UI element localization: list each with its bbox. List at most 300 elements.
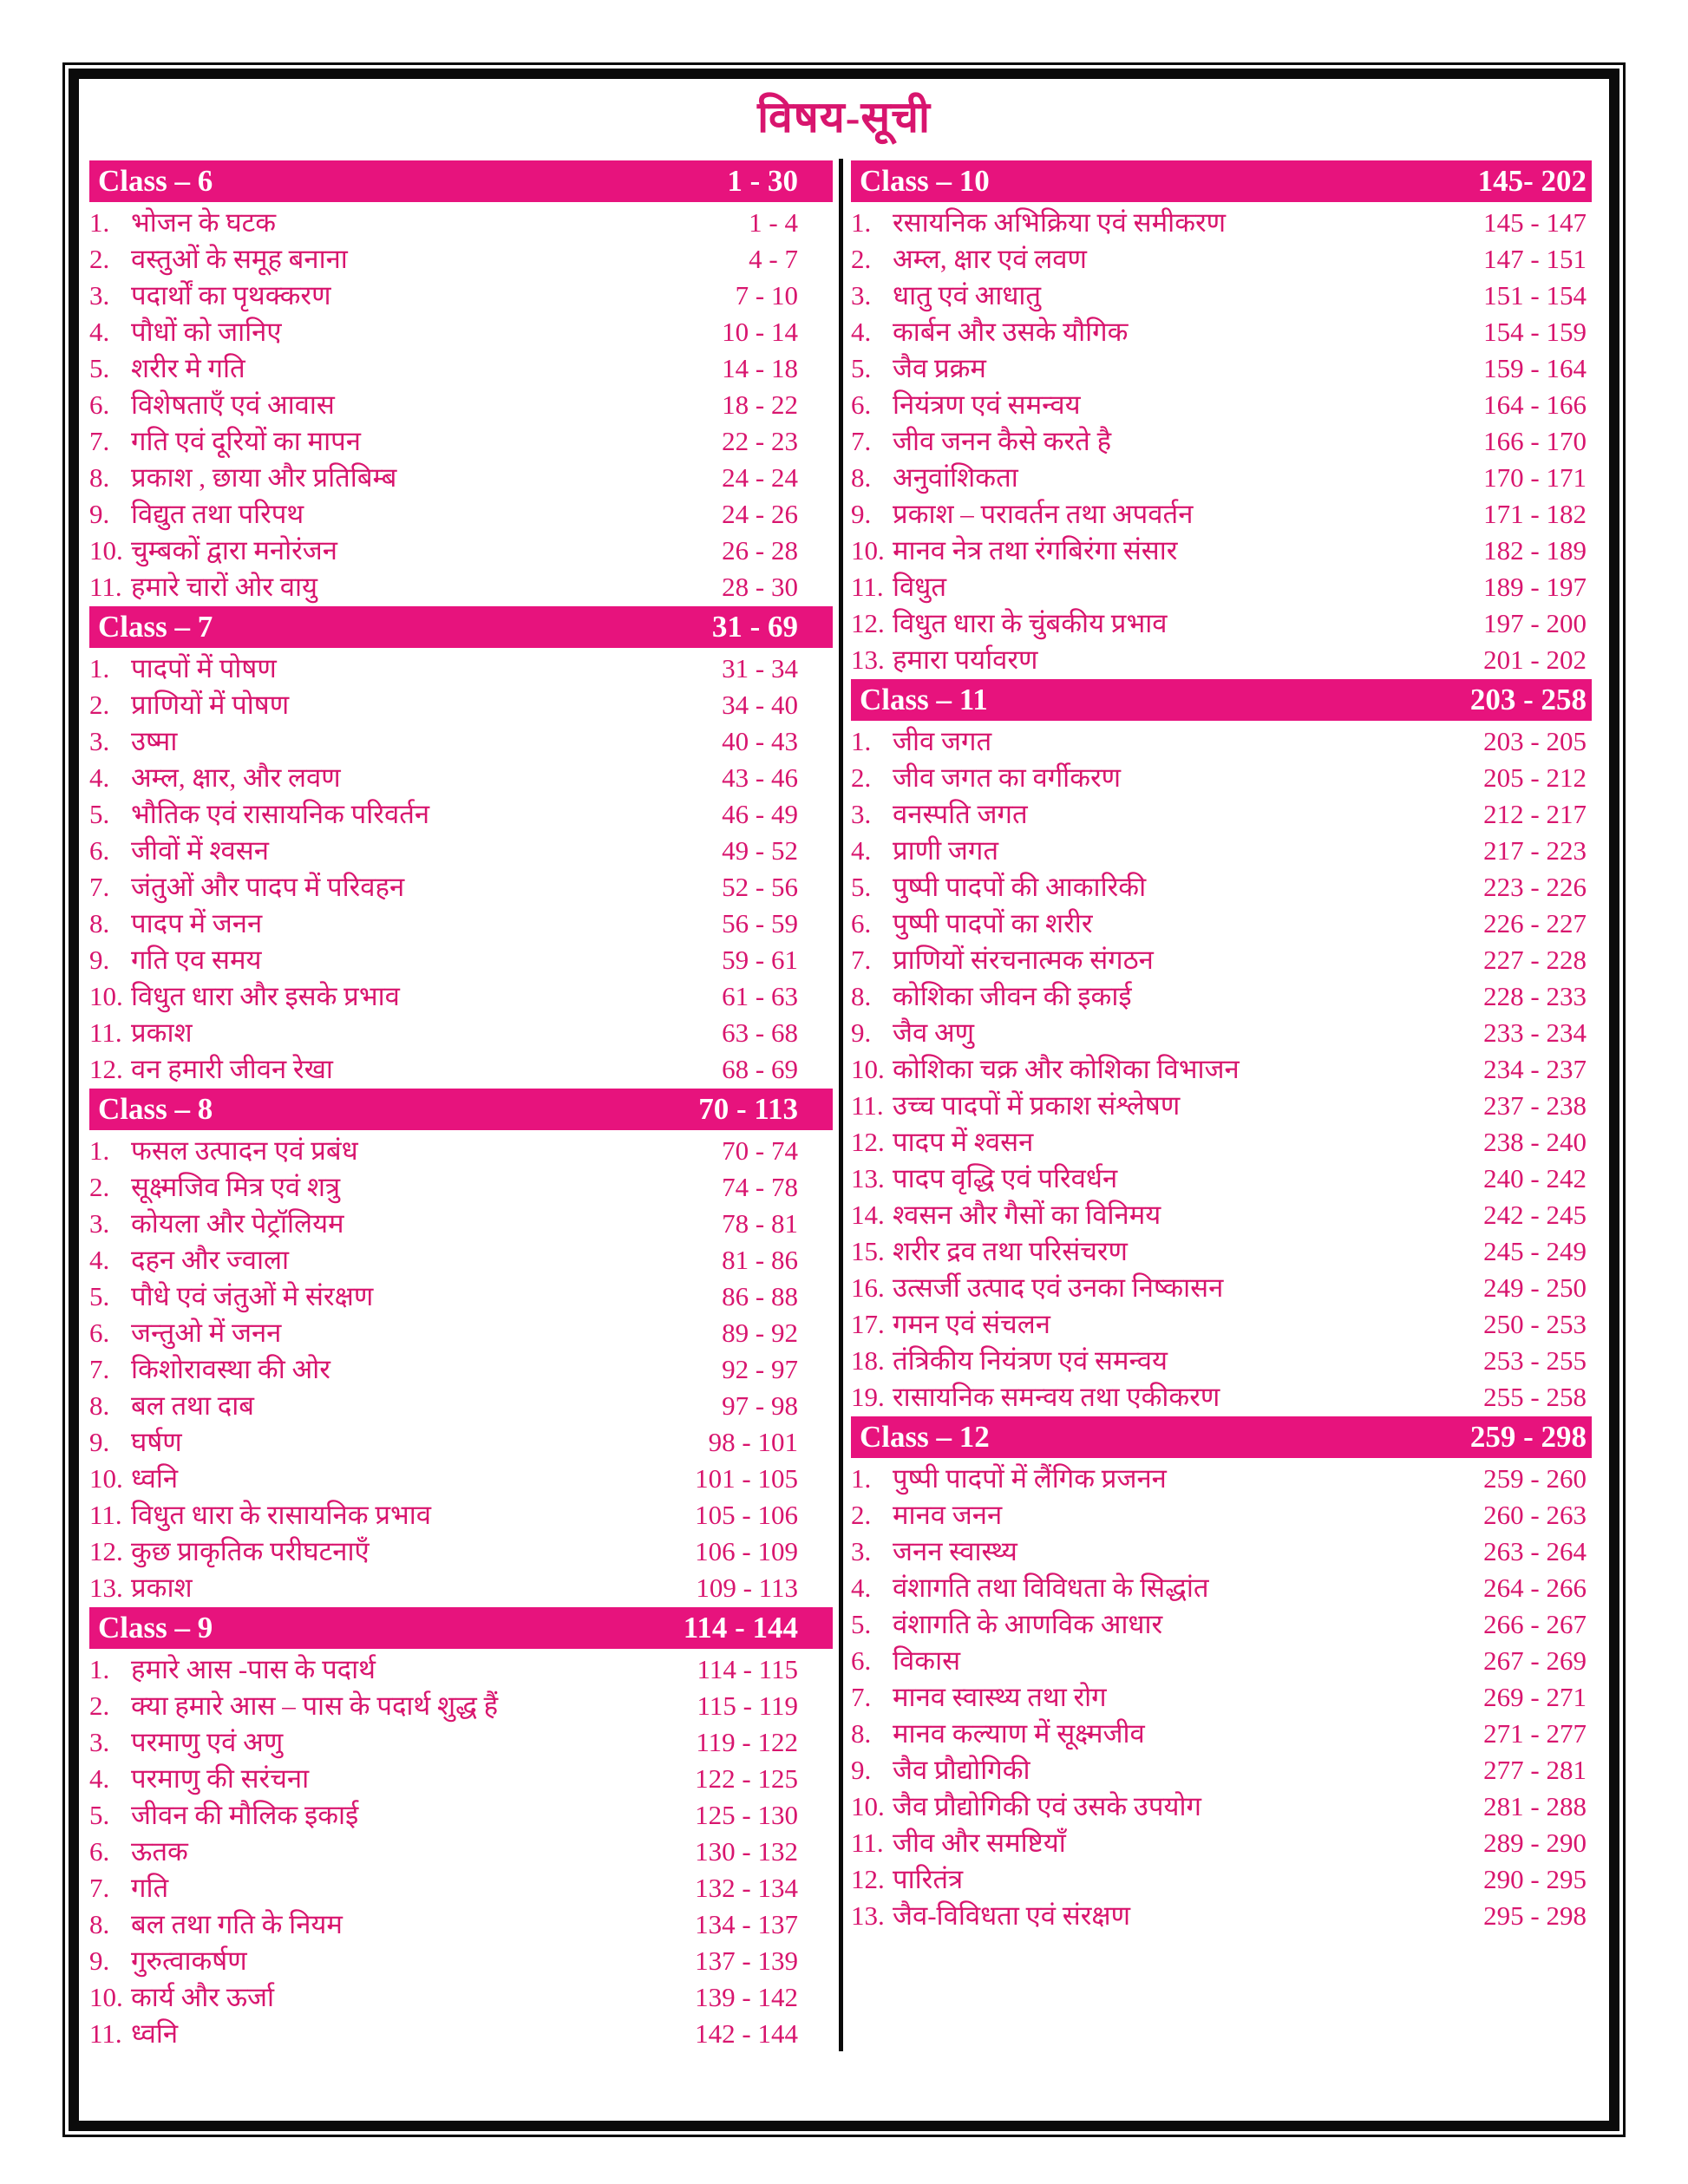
- chapter-pages: 264 - 266: [1483, 1573, 1587, 1603]
- chapter-title: गमन एवं संचलन: [893, 1309, 1050, 1339]
- chapter-pages: 237 - 238: [1483, 1090, 1587, 1121]
- right-column: [843, 159, 1609, 1933]
- toc-row: [851, 1014, 1592, 1050]
- chapter-pages: 61 - 63: [722, 981, 798, 1011]
- chapter-number: 6.: [89, 1318, 110, 1348]
- chapter-pages: 295 - 298: [1483, 1900, 1587, 1931]
- chapter-title: शरीर मे गति: [131, 353, 245, 383]
- chapter-number: 10.: [89, 981, 123, 1011]
- chapter-title: घर्षण: [131, 1427, 182, 1457]
- toc-row: [851, 495, 1592, 532]
- chapter-title: भोजन के घटक: [131, 207, 277, 238]
- class-page-range: 114 - 144: [683, 1611, 798, 1645]
- chapter-title: पादपों में पोषण: [131, 653, 277, 683]
- chapter-pages: 238 - 240: [1483, 1127, 1587, 1157]
- chapter-number: 3.: [89, 1727, 110, 1757]
- chapter-pages: 245 - 249: [1483, 1236, 1587, 1266]
- chapter-pages: 24 - 24: [722, 462, 798, 493]
- chapter-number: 10.: [89, 1982, 123, 2012]
- chapter-number: 6.: [851, 1645, 872, 1676]
- toc-row: [851, 568, 1592, 605]
- chapter-title: विद्युत तथा परिपथ: [131, 499, 304, 529]
- chapter-pages: 105 - 106: [695, 1500, 798, 1530]
- toc-row: [89, 204, 833, 240]
- class-page-range: 70 - 113: [698, 1092, 798, 1126]
- chapter-pages: 201 - 202: [1483, 644, 1587, 675]
- toc-row: [851, 1642, 1592, 1678]
- chapter-number: 10.: [89, 1463, 123, 1494]
- chapter-title: प्राणी जगत: [893, 835, 998, 866]
- chapter-number: 1.: [851, 207, 872, 238]
- chapter-number: 10.: [851, 1054, 885, 1084]
- chapter-pages: 263 - 264: [1483, 1536, 1587, 1566]
- chapter-title: उच्च पादपों में प्रकाश संश्लेषण: [893, 1090, 1181, 1121]
- chapter-title: उष्मा: [131, 726, 178, 756]
- chapter-title: पादप वृद्धि एवं परिवर्धन: [893, 1163, 1118, 1193]
- chapter-pages: 28 - 30: [722, 572, 798, 602]
- chapter-number: 6.: [89, 389, 110, 420]
- toc-row: [89, 1533, 833, 1569]
- chapter-title: जैव प्रौद्योगिकी: [893, 1755, 1030, 1785]
- chapter-number: 9.: [851, 499, 872, 529]
- chapter-number: 10.: [851, 1791, 885, 1821]
- chapter-title: जीवों में श्वसन: [131, 835, 269, 866]
- toc-row: [851, 1897, 1592, 1933]
- chapter-pages: 164 - 166: [1483, 389, 1587, 420]
- toc-row: [89, 795, 833, 832]
- chapter-pages: 233 - 234: [1483, 1017, 1587, 1048]
- chapter-number: 7.: [89, 426, 110, 456]
- chapter-number: 12.: [89, 1054, 123, 1084]
- toc-row: [89, 1132, 833, 1168]
- toc-row: [89, 532, 833, 568]
- chapter-title: मानव नेत्र तथा रंगबिरंगा संसार: [893, 535, 1178, 566]
- chapter-pages: 234 - 237: [1483, 1054, 1587, 1084]
- class-header-bar: [89, 1607, 833, 1649]
- toc-columns: [79, 159, 1609, 2051]
- chapter-pages: 182 - 189: [1483, 535, 1587, 566]
- chapter-pages: 31 - 34: [722, 653, 798, 683]
- toc-row: [89, 277, 833, 313]
- chapter-number: 12.: [851, 608, 885, 638]
- class-label: Class – 11: [860, 683, 988, 716]
- chapter-title: मानव स्वास्थ्य तथा रोग: [893, 1682, 1107, 1712]
- chapter-number: 1.: [851, 726, 872, 756]
- chapter-title: वन हमारी जीवन रेखा: [131, 1054, 333, 1084]
- chapter-pages: 255 - 258: [1483, 1382, 1587, 1412]
- chapter-title: पौधों को जानिए: [131, 317, 282, 347]
- chapter-number: 8.: [89, 908, 110, 938]
- chapter-title: गति एवं दूरियों का मापन: [131, 426, 361, 456]
- chapter-pages: 98 - 101: [708, 1427, 798, 1457]
- chapter-title: कार्बन और उसके यौगिक: [893, 317, 1129, 347]
- chapter-number: 1.: [89, 653, 110, 683]
- toc-row: [89, 759, 833, 795]
- toc-row: [89, 1205, 833, 1241]
- chapter-number: 5.: [851, 353, 872, 383]
- class-header-bar: [851, 1416, 1592, 1458]
- chapter-number: 14.: [851, 1200, 885, 1230]
- chapter-pages: 46 - 49: [722, 799, 798, 829]
- chapter-number: 8.: [851, 1718, 872, 1749]
- chapter-title: विकास: [893, 1645, 961, 1676]
- chapter-title: किशोरावस्था की ओर: [131, 1354, 330, 1384]
- toc-row: [89, 1760, 833, 1796]
- chapter-pages: 228 - 233: [1483, 981, 1587, 1011]
- chapter-pages: 130 - 132: [695, 1836, 798, 1867]
- chapter-pages: 132 - 134: [695, 1873, 798, 1903]
- chapter-number: 12.: [851, 1864, 885, 1894]
- chapter-number: 3.: [89, 726, 110, 756]
- toc-row: [89, 313, 833, 350]
- chapter-title: ऊतक: [131, 1836, 188, 1867]
- chapter-number: 4.: [89, 1245, 110, 1275]
- chapter-number: 9.: [851, 1017, 872, 1048]
- chapter-number: 15.: [851, 1236, 885, 1266]
- chapter-title: मानव जनन: [893, 1500, 1003, 1530]
- toc-row: [851, 905, 1592, 941]
- chapter-number: 10.: [89, 535, 123, 566]
- chapter-number: 4.: [89, 1763, 110, 1794]
- chapter-number: 7.: [89, 1354, 110, 1384]
- chapter-pages: 14 - 18: [722, 353, 798, 383]
- page-title: विषय-सूची: [757, 93, 931, 141]
- toc-row: [851, 1715, 1592, 1751]
- class-header-bar: [89, 160, 833, 202]
- toc-row: [851, 1305, 1592, 1342]
- chapter-pages: 70 - 74: [722, 1135, 798, 1166]
- chapter-title: पादप में श्वसन: [893, 1127, 1034, 1157]
- chapter-title: पादप में जनन: [131, 908, 263, 938]
- chapter-pages: 142 - 144: [695, 2018, 798, 2049]
- chapter-number: 7.: [89, 872, 110, 902]
- chapter-title: विधुत धारा और इसके प्रभाव: [131, 981, 400, 1011]
- toc-row: [89, 1978, 833, 2015]
- toc-row: [89, 1651, 833, 1687]
- chapter-title: जीव जनन कैसे करते है: [893, 426, 1112, 456]
- chapter-title: वंशागति तथा विविधता के सिद्धांत: [893, 1573, 1209, 1603]
- chapter-title: कुछ प्राकृतिक परीघटनाएँ: [131, 1536, 370, 1566]
- class-page-range: 259 - 298: [1469, 1420, 1587, 1454]
- toc-row: [89, 905, 833, 941]
- chapter-pages: 26 - 28: [722, 535, 798, 566]
- toc-row: [851, 1196, 1592, 1233]
- chapter-number: 11.: [851, 1828, 884, 1858]
- toc-row: [851, 1233, 1592, 1269]
- chapter-pages: 4 - 7: [749, 244, 798, 274]
- chapter-title: जैव प्रक्रम: [893, 353, 986, 383]
- toc-row: [89, 1687, 833, 1723]
- toc-row: [89, 1833, 833, 1869]
- chapter-title: हमारा पर्यावरण: [893, 644, 1038, 675]
- toc-row: [89, 1569, 833, 1605]
- chapter-pages: 171 - 182: [1483, 499, 1587, 529]
- chapter-pages: 63 - 68: [722, 1017, 798, 1048]
- chapter-pages: 52 - 56: [722, 872, 798, 902]
- class-page-range: 203 - 258: [1469, 683, 1587, 716]
- chapter-title: जीव जगत: [893, 726, 992, 756]
- chapter-number: 2.: [851, 244, 872, 274]
- chapter-number: 5.: [851, 1609, 872, 1639]
- chapter-pages: 267 - 269: [1483, 1645, 1587, 1676]
- chapter-number: 10.: [851, 535, 885, 566]
- chapter-pages: 22 - 23: [722, 426, 798, 456]
- chapter-pages: 250 - 253: [1483, 1309, 1587, 1339]
- chapter-pages: 24 - 26: [722, 499, 798, 529]
- chapter-pages: 10 - 14: [722, 317, 798, 347]
- chapter-number: 19.: [851, 1382, 885, 1412]
- chapter-title: अम्ल, क्षार एवं लवण: [893, 244, 1087, 274]
- toc-row: [89, 1942, 833, 1978]
- chapter-pages: 205 - 212: [1483, 762, 1587, 793]
- toc-row: [89, 422, 833, 459]
- chapter-pages: 137 - 139: [695, 1945, 798, 1976]
- toc-row: [89, 459, 833, 495]
- toc-row: [89, 1014, 833, 1050]
- chapter-number: 2.: [851, 762, 872, 793]
- chapter-number: 3.: [89, 1208, 110, 1239]
- chapter-number: 7.: [89, 1873, 110, 1903]
- chapter-title: जीव जगत का वर्गीकरण: [893, 762, 1122, 793]
- class-page-range: 31 - 69: [711, 610, 798, 644]
- chapter-number: 12.: [851, 1127, 885, 1157]
- toc-row: [851, 350, 1592, 386]
- class-label: Class – 8: [98, 1092, 213, 1126]
- chapter-title: बल तथा दाब: [131, 1390, 254, 1421]
- chapter-pages: 122 - 125: [695, 1763, 798, 1794]
- chapter-title: कोशिका चक्र और कोशिका विभाजन: [893, 1054, 1240, 1084]
- chapter-pages: 7 - 10: [735, 280, 798, 311]
- chapter-number: 13.: [851, 644, 885, 675]
- chapter-pages: 271 - 277: [1483, 1718, 1587, 1749]
- class-page-range: 145- 202: [1477, 164, 1587, 198]
- toc-row: [851, 204, 1592, 240]
- toc-row: [89, 2015, 833, 2051]
- chapter-title: पुष्पी पादपों का शरीर: [893, 908, 1093, 938]
- chapter-title: वनस्पति जगत: [893, 799, 1028, 829]
- chapter-title: वस्तुओं के समूह बनाना: [131, 244, 348, 274]
- toc-row: [89, 240, 833, 277]
- chapter-title: जन्तुओ में जनन: [131, 1318, 282, 1348]
- chapter-pages: 269 - 271: [1483, 1682, 1587, 1712]
- chapter-title: शरीर द्रव तथा परिसंचरण: [893, 1236, 1128, 1266]
- chapter-title: परमाणु की सरंचना: [131, 1763, 310, 1794]
- chapter-number: 9.: [89, 499, 110, 529]
- chapter-pages: 101 - 105: [695, 1463, 798, 1494]
- chapter-title: अनुवांशिकता: [893, 462, 1018, 493]
- toc-row: [89, 1350, 833, 1387]
- chapter-pages: 59 - 61: [722, 945, 798, 975]
- chapter-number: 5.: [851, 872, 872, 902]
- page-frame-inner: [69, 69, 1619, 2131]
- chapter-title: प्रकाश , छाया और प्रतिबिम्ब: [131, 462, 397, 493]
- chapter-title: जैव अणु: [893, 1017, 975, 1048]
- class-label: Class – 7: [98, 610, 213, 644]
- chapter-number: 18.: [851, 1345, 885, 1376]
- chapter-number: 11.: [851, 1090, 884, 1121]
- chapter-number: 5.: [89, 1281, 110, 1311]
- chapter-title: जंतुओं और पादप में परिवहन: [131, 872, 405, 902]
- chapter-title: विधुत धारा के चुंबकीय प्रभाव: [893, 608, 1168, 638]
- chapter-number: 4.: [851, 835, 872, 866]
- chapter-title: प्राणियों में पोषण: [131, 690, 290, 720]
- chapter-number: 8.: [851, 981, 872, 1011]
- chapter-title: प्राणियों संरचनात्मक संगठन: [893, 945, 1154, 975]
- chapter-pages: 1 - 4: [749, 207, 798, 238]
- chapter-title: कार्य और ऊर्जा: [131, 1982, 275, 2012]
- chapter-pages: 18 - 22: [722, 389, 798, 420]
- toc-row: [851, 832, 1592, 868]
- toc-row: [851, 868, 1592, 905]
- chapter-number: 5.: [89, 353, 110, 383]
- chapter-number: 8.: [89, 462, 110, 493]
- chapter-pages: 68 - 69: [722, 1054, 798, 1084]
- chapter-pages: 166 - 170: [1483, 426, 1587, 456]
- chapter-number: 4.: [89, 317, 110, 347]
- chapter-pages: 49 - 52: [722, 835, 798, 866]
- chapter-number: 3.: [89, 280, 110, 311]
- chapter-pages: 240 - 242: [1483, 1163, 1587, 1193]
- chapter-number: 4.: [851, 1573, 872, 1603]
- chapter-title: रसायनिक अभिक्रिया एवं समीकरण: [893, 207, 1227, 238]
- toc-row: [851, 1533, 1592, 1569]
- chapter-pages: 134 - 137: [695, 1909, 798, 1939]
- toc-row: [89, 832, 833, 868]
- chapter-pages: 197 - 200: [1483, 608, 1587, 638]
- chapter-number: 3.: [851, 1536, 872, 1566]
- chapter-number: 2.: [89, 690, 110, 720]
- chapter-number: 9.: [851, 1755, 872, 1785]
- chapter-title: जीव और समष्टियाँ: [893, 1828, 1066, 1858]
- toc-row: [851, 605, 1592, 641]
- chapter-number: 3.: [851, 280, 872, 311]
- chapter-number: 2.: [851, 1500, 872, 1530]
- chapter-number: 4.: [851, 317, 872, 347]
- chapter-title: भौतिक एवं रासायनिक परिवर्तन: [131, 799, 430, 829]
- toc-row: [89, 568, 833, 605]
- class-header-bar: [89, 606, 833, 648]
- chapter-number: 11.: [851, 572, 884, 602]
- toc-row: [851, 1378, 1592, 1415]
- toc-row: [851, 1269, 1592, 1305]
- toc-row: [89, 1314, 833, 1350]
- chapter-pages: 154 - 159: [1483, 317, 1587, 347]
- toc-row: [89, 495, 833, 532]
- chapter-title: तंत्रिकीय नियंत्रण एवं समन्वय: [893, 1345, 1168, 1376]
- chapter-pages: 34 - 40: [722, 690, 798, 720]
- toc-row: [89, 868, 833, 905]
- chapter-pages: 151 - 154: [1483, 280, 1587, 311]
- chapter-pages: 86 - 88: [722, 1281, 798, 1311]
- toc-row: [851, 1751, 1592, 1788]
- chapter-title: हमारे आस -पास के पदार्थ: [131, 1654, 376, 1684]
- toc-row: [89, 1423, 833, 1460]
- toc-row: [89, 723, 833, 759]
- chapter-title: ध्वनि: [131, 2018, 179, 2049]
- chapter-number: 12.: [89, 1536, 123, 1566]
- toc-row: [851, 1342, 1592, 1378]
- class-label: Class – 12: [860, 1420, 990, 1454]
- chapter-title: नियंत्रण एवं समन्वय: [893, 389, 1081, 420]
- toc-row: [851, 795, 1592, 832]
- chapter-number: 4.: [89, 762, 110, 793]
- class-label: Class – 10: [860, 164, 990, 198]
- toc-row: [851, 1605, 1592, 1642]
- chapter-title: पुष्पी पादपों में लैंगिक प्रजनन: [893, 1463, 1167, 1494]
- class-label: Class – 9: [98, 1611, 213, 1645]
- chapter-number: 6.: [89, 1836, 110, 1867]
- chapter-pages: 217 - 223: [1483, 835, 1587, 866]
- toc-row: [851, 313, 1592, 350]
- toc-row: [89, 1050, 833, 1087]
- toc-row: [851, 459, 1592, 495]
- toc-row: [851, 532, 1592, 568]
- toc-row: [851, 759, 1592, 795]
- chapter-pages: 40 - 43: [722, 726, 798, 756]
- chapter-number: 9.: [89, 1427, 110, 1457]
- chapter-pages: 145 - 147: [1483, 207, 1587, 238]
- chapter-title: उत्सर्जी उत्पाद एवं उनका निष्कासन: [893, 1272, 1224, 1303]
- chapter-pages: 223 - 226: [1483, 872, 1587, 902]
- chapter-title: पुष्पी पादपों की आकारिकी: [893, 872, 1147, 902]
- chapter-number: 13.: [851, 1163, 885, 1193]
- chapter-title: विशेषताएँ एवं आवास: [131, 389, 335, 420]
- chapter-pages: 212 - 217: [1483, 799, 1587, 829]
- chapter-title: क्या हमारे आस – पास के पदार्थ शुद्ध हैं: [131, 1690, 499, 1721]
- chapter-title: श्वसन और गैसों का विनिमय: [893, 1200, 1161, 1230]
- chapter-pages: 109 - 113: [696, 1573, 798, 1603]
- toc-row: [851, 1123, 1592, 1160]
- chapter-pages: 56 - 59: [722, 908, 798, 938]
- chapter-pages: 147 - 151: [1483, 244, 1587, 274]
- chapter-pages: 289 - 290: [1483, 1828, 1587, 1858]
- chapter-pages: 125 - 130: [695, 1800, 798, 1830]
- chapter-number: 13.: [851, 1900, 885, 1931]
- chapter-number: 9.: [89, 1945, 110, 1976]
- chapter-number: 9.: [89, 945, 110, 975]
- toc-row: [89, 1241, 833, 1278]
- class-header-bar: [89, 1089, 833, 1130]
- chapter-number: 2.: [89, 1172, 110, 1202]
- toc-row: [851, 422, 1592, 459]
- chapter-title: अम्ल, क्षार, और लवण: [131, 762, 341, 793]
- chapter-pages: 139 - 142: [695, 1982, 798, 2012]
- chapter-title: पौधे एवं जंतुओं मे संरक्षण: [131, 1281, 374, 1311]
- toc-row: [89, 650, 833, 686]
- chapter-title: पारितंत्र: [893, 1864, 964, 1894]
- chapter-number: 3.: [851, 799, 872, 829]
- chapter-pages: 43 - 46: [722, 762, 798, 793]
- toc-row: [89, 1278, 833, 1314]
- toc-row: [851, 723, 1592, 759]
- toc-row: [89, 1387, 833, 1423]
- chapter-number: 5.: [89, 799, 110, 829]
- chapter-title: फसल उत्पादन एवं प्रबंध: [131, 1135, 358, 1166]
- chapter-number: 1.: [851, 1463, 872, 1494]
- chapter-number: 8.: [851, 462, 872, 493]
- toc-row: [89, 1496, 833, 1533]
- chapter-title: सूक्ष्मजिव मित्र एवं शत्रु: [131, 1172, 341, 1202]
- chapter-title: जीवन की मौलिक इकाई: [131, 1800, 359, 1830]
- chapter-number: 1.: [89, 1135, 110, 1166]
- toc-row: [851, 1160, 1592, 1196]
- toc-row: [89, 686, 833, 723]
- toc-row: [89, 1168, 833, 1205]
- chapter-pages: 189 - 197: [1483, 572, 1587, 602]
- toc-row: [89, 1796, 833, 1833]
- chapter-number: 11.: [89, 572, 122, 602]
- chapter-number: 1.: [89, 207, 110, 238]
